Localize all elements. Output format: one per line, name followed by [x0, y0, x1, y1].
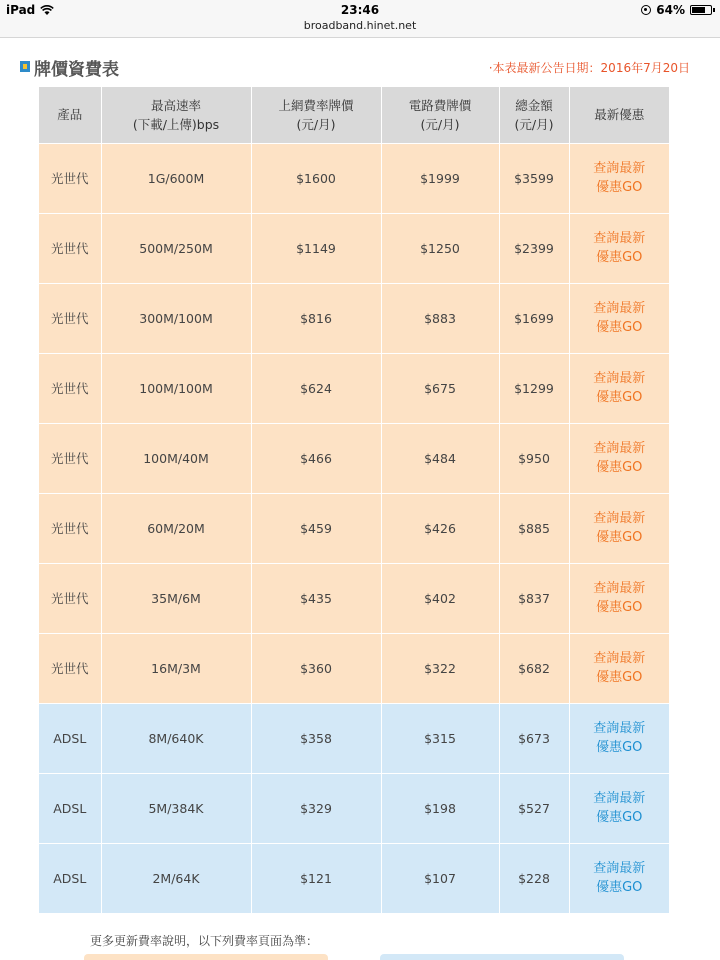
table-row [39, 283, 669, 353]
speed-cell: 1G/600M [101, 143, 251, 213]
col-header-product: 產品 [39, 87, 101, 143]
product-cell: ADSL [39, 703, 101, 773]
speed-cell: 500M/250M [101, 213, 251, 283]
speed-cell: 2M/64K [101, 843, 251, 913]
promo-link[interactable] [593, 159, 645, 197]
rotation-lock-icon [641, 5, 651, 15]
total-cell: $682 [499, 633, 569, 703]
product-cell: 光世代 [39, 563, 101, 633]
page-title: 牌價資費表 [34, 60, 119, 80]
title-bullet-icon [20, 61, 30, 72]
footer-note: 更多更新費率說明，以下列費率頁面為準： [90, 934, 319, 948]
speed-cell: 100M/40M [101, 423, 251, 493]
promo-link[interactable] [593, 579, 645, 617]
table-row [39, 773, 669, 843]
promo-link-line1[interactable]: 查詢最新 [593, 791, 646, 806]
promo-link-line1[interactable]: 查詢最新 [593, 161, 646, 176]
total-cell: $950 [499, 423, 569, 493]
promo-link-line1[interactable]: 查詢最新 [593, 511, 646, 526]
product-cell: 光世代 [39, 213, 101, 283]
promo-cell [569, 703, 669, 773]
table-row [39, 703, 669, 773]
promo-link-line2[interactable]: 優惠GO [596, 880, 643, 896]
promo-link-line2[interactable]: 優惠GO [596, 320, 643, 335]
col-header-speed: 最高速率 (下載/上傳)bps [101, 87, 251, 143]
promo-link[interactable] [593, 299, 645, 337]
total-cell: $3599 [499, 143, 569, 213]
promo-link-line1[interactable]: 查詢最新 [593, 651, 646, 666]
title-row [18, 55, 690, 81]
table-row [39, 843, 669, 913]
internet-fee-cell: $624 [251, 353, 381, 423]
promo-link-line2[interactable]: 優惠GO [596, 810, 643, 825]
promo-cell [569, 283, 669, 353]
promo-link[interactable] [593, 649, 645, 687]
circuit-fee-cell: $1250 [381, 213, 499, 283]
table-row [39, 423, 669, 493]
battery-percent: 64% [656, 3, 685, 17]
total-cell: $1299 [499, 353, 569, 423]
promo-cell [569, 563, 669, 633]
internet-fee-cell: $466 [251, 423, 381, 493]
internet-fee-cell: $360 [251, 633, 381, 703]
circuit-fee-cell: $107 [381, 843, 499, 913]
promo-cell [569, 843, 669, 913]
circuit-fee-cell: $402 [381, 563, 499, 633]
table-row [39, 143, 669, 213]
table-row [39, 493, 669, 563]
promo-link[interactable] [593, 369, 645, 407]
circuit-fee-cell: $198 [381, 773, 499, 843]
product-cell: 光世代 [39, 353, 101, 423]
promo-link-line1[interactable]: 查詢最新 [593, 721, 646, 736]
promo-link-line1[interactable]: 查詢最新 [593, 301, 646, 316]
circuit-fee-cell: $883 [381, 283, 499, 353]
internet-fee-cell: $459 [251, 493, 381, 563]
table-header-row [39, 87, 669, 143]
product-cell: 光世代 [39, 143, 101, 213]
product-cell: ADSL [39, 843, 101, 913]
promo-link-line2[interactable]: 優惠GO [596, 670, 643, 685]
promo-link-line2[interactable]: 優惠GO [596, 530, 643, 545]
total-cell: $527 [499, 773, 569, 843]
col-header-promo: 最新優惠 [569, 87, 669, 143]
table-row [39, 563, 669, 633]
table-row [39, 213, 669, 283]
promo-link-line2[interactable]: 優惠GO [596, 740, 643, 755]
total-cell: $228 [499, 843, 569, 913]
device-label: iPad [6, 3, 36, 17]
product-cell: ADSL [39, 773, 101, 843]
promo-link-line2[interactable]: 優惠GO [596, 460, 643, 475]
status-right [641, 3, 712, 17]
total-cell: $1699 [499, 283, 569, 353]
promo-link-line1[interactable]: 查詢最新 [593, 441, 646, 456]
promo-link-line2[interactable]: 優惠GO [596, 180, 643, 195]
promo-link[interactable] [593, 789, 645, 827]
total-cell: $837 [499, 563, 569, 633]
circuit-fee-cell: $484 [381, 423, 499, 493]
speed-cell: 300M/100M [101, 283, 251, 353]
speed-cell: 5M/384K [101, 773, 251, 843]
speed-cell: 60M/20M [101, 493, 251, 563]
promo-cell [569, 773, 669, 843]
product-cell: 光世代 [39, 283, 101, 353]
fiber-rates-button[interactable] [84, 954, 328, 960]
promo-cell [569, 493, 669, 563]
internet-fee-cell: $358 [251, 703, 381, 773]
total-cell: $673 [499, 703, 569, 773]
internet-fee-cell: $1149 [251, 213, 381, 283]
circuit-fee-cell: $1999 [381, 143, 499, 213]
internet-fee-cell: $435 [251, 563, 381, 633]
price-table [39, 87, 669, 913]
speed-cell: 16M/3M [101, 633, 251, 703]
table-row [39, 633, 669, 703]
promo-cell [569, 633, 669, 703]
table-row [39, 353, 669, 423]
speed-cell: 8M/640K [101, 703, 251, 773]
circuit-fee-cell: $426 [381, 493, 499, 563]
promo-link[interactable] [593, 509, 645, 547]
promo-link-line2[interactable]: 優惠GO [596, 390, 643, 405]
promo-link-line1[interactable]: 查詢最新 [593, 231, 646, 246]
col-header-internet-fee: 上網費率牌價 (元/月) [251, 87, 381, 143]
promo-link[interactable] [593, 439, 645, 477]
internet-fee-cell: $121 [251, 843, 381, 913]
promo-link-line2[interactable]: 優惠GO [596, 600, 643, 615]
promo-link-line1[interactable]: 查詢最新 [593, 861, 646, 877]
internet-fee-cell: $1600 [251, 143, 381, 213]
battery-icon [690, 5, 712, 15]
promo-cell [569, 353, 669, 423]
internet-fee-cell: $816 [251, 283, 381, 353]
speed-cell: 100M/100M [101, 353, 251, 423]
product-cell: 光世代 [39, 493, 101, 563]
product-cell: 光世代 [39, 423, 101, 493]
announce-date: ·本表最新公告日期：2016年7月20日 [488, 61, 690, 75]
circuit-fee-cell: $675 [381, 353, 499, 423]
promo-cell [569, 143, 669, 213]
col-header-circuit-fee: 電路費牌價 (元/月) [381, 87, 499, 143]
product-cell: 光世代 [39, 633, 101, 703]
total-cell: $885 [499, 493, 569, 563]
url-text[interactable]: broadband.hinet.net [303, 19, 417, 32]
speed-cell: 35M/6M [101, 563, 251, 633]
table-body [39, 143, 669, 913]
promo-link-line2[interactable]: 優惠GO [596, 250, 643, 265]
promo-link-line1[interactable]: 查詢最新 [593, 581, 646, 596]
promo-link[interactable] [593, 719, 645, 757]
internet-fee-cell: $329 [251, 773, 381, 843]
promo-cell [569, 213, 669, 283]
circuit-fee-cell: $315 [381, 703, 499, 773]
adsl-rates-button[interactable] [380, 954, 624, 960]
promo-link[interactable] [593, 229, 645, 267]
circuit-fee-cell: $322 [381, 633, 499, 703]
promo-cell [569, 423, 669, 493]
status-time: 23:46 [340, 3, 380, 17]
address-bar[interactable] [0, 18, 720, 38]
promo-link[interactable] [593, 859, 645, 897]
promo-link-line1[interactable]: 查詢最新 [593, 371, 646, 386]
total-cell: $2399 [499, 213, 569, 283]
col-header-total: 總金額 (元/月) [499, 87, 569, 143]
